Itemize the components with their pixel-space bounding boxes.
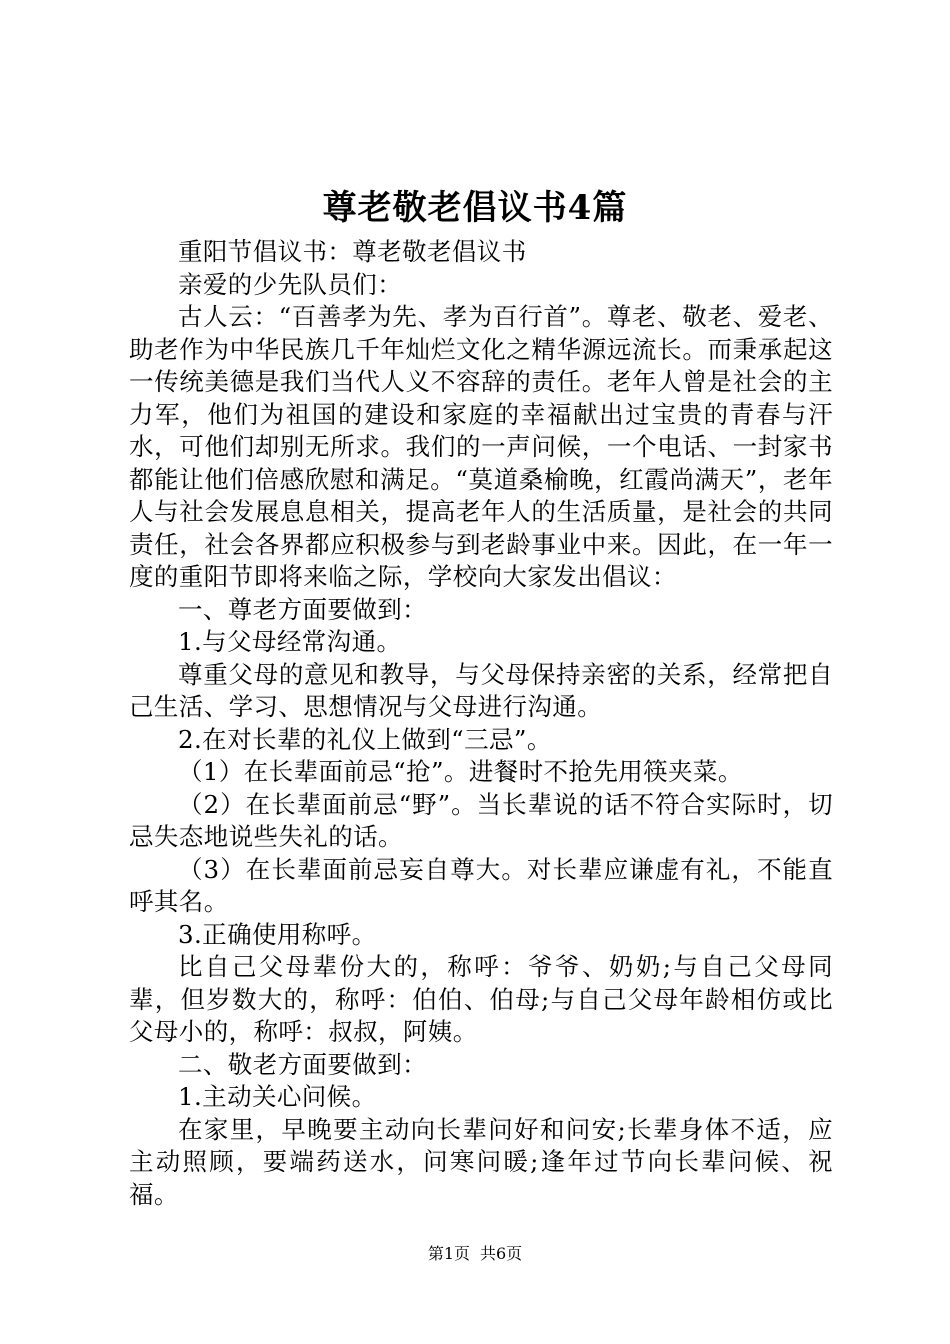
paragraph-intro: 古人云：“百善孝为先、孝为百行首”。尊老、敬老、爱老、助老作为中华民族几千年灿烂文化之精华源远流长。而秉承起这一传统美德是我们当代人义不容辞的责任。老年人曾是社会的主力军，他们为祖国的建设和家庭的幸福献出过宝贵的青春与汗水，可他们却别无所求。我们的一声问候，一个电话、一封家书都能让他们倍感欣慰和满足。“莫道桑榆晚，红霞尚满天”，老年人与社会发展息息相关，提高老年人的生活质量，是社会的共同责任，社会各界都应积极参与到老龄事业中来。因此，在一年一度的重阳节即将来临之际，学校向大家发出倡议： <box>129 302 833 591</box>
item-heading-three-taboos: 2.在对长辈的礼仪上做到“三忌”。 <box>178 724 552 754</box>
item-heading-forms-of-address: 3.正确使用称呼。 <box>178 919 377 949</box>
paragraph-taboo-2: （2）在长辈面前忌“野”。当长辈说的话不符合实际时，切忌失态地说些失礼的话。 <box>129 789 833 851</box>
paragraph-salutation: 亲爱的少先队员们： <box>178 269 403 299</box>
section-heading-respect: 一、尊老方面要做到： <box>178 594 427 624</box>
item-heading-communicate: 1.与父母经常沟通。 <box>178 627 402 656</box>
page-total: 共6页 <box>480 1244 523 1263</box>
document-body <box>129 236 833 1211</box>
paragraph-subtitle: 重阳节倡议书：尊老敬老倡议书 <box>178 237 527 266</box>
paragraph-care: 在家里，早晚要主动向长辈问好和问安;长辈身体不适，应主动照顾，要端药送水，问寒问暖;逢年过节向长辈问候、祝福。 <box>129 1114 833 1209</box>
item-heading-care: 1.主动关心问候。 <box>178 1082 377 1111</box>
paragraph-taboo-1: （1）在长辈面前忌“抢”。进餐时不抢先用筷夹菜。 <box>178 757 743 786</box>
section-heading-honor: 二、敬老方面要做到： <box>178 1049 427 1079</box>
document-title: 尊老敬老倡议书4篇 <box>322 188 628 228</box>
page-footer <box>0 1243 950 1265</box>
page-number: 第1页 <box>427 1244 470 1263</box>
paragraph-forms-of-address: 比自己父母辈份大的，称呼：爷爷、奶奶;与自己父母同辈，但岁数大的，称呼：伯伯、伯母;与自己父母年龄相仿或比父母小的，称呼：叔叔，阿姨。 <box>129 952 833 1046</box>
paragraph-taboo-3: （3）在长辈面前忌妄自尊大。对长辈应谦虚有礼，不能直呼其名。 <box>129 854 833 916</box>
paragraph-communicate: 尊重父母的意见和教导，与父母保持亲密的关系，经常把自己生活、学习、思想情况与父母进行沟通。 <box>129 659 833 721</box>
